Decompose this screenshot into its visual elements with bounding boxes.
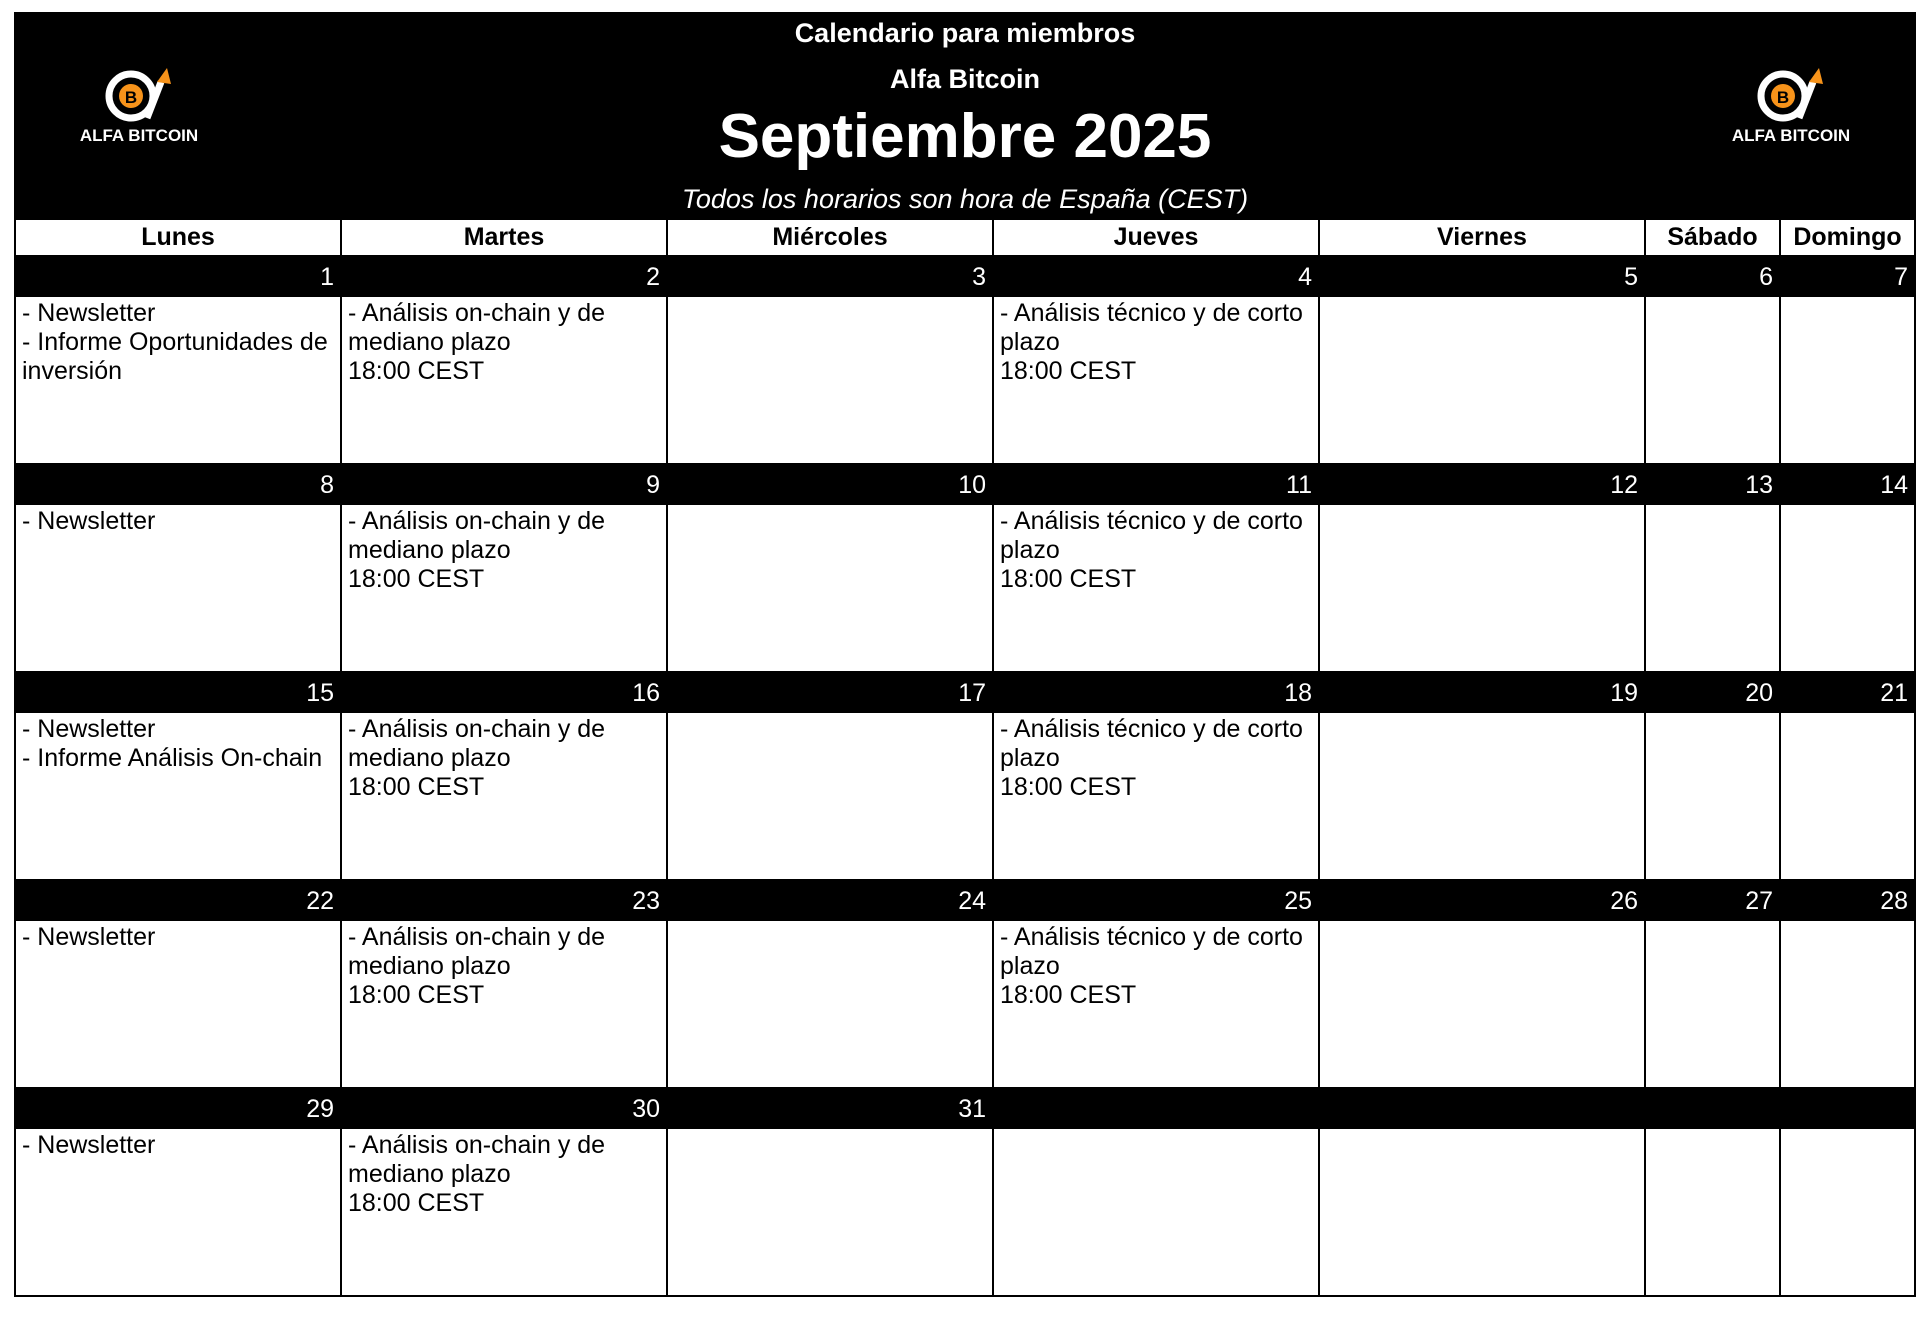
day-number: 29	[15, 1088, 341, 1129]
day-cell	[1780, 297, 1915, 464]
day-cell	[993, 921, 1319, 1088]
weekday-header: Domingo	[1780, 219, 1915, 256]
event-text: - Análisis técnico y de corto plazo	[1000, 299, 1303, 356]
day-cell	[1319, 297, 1645, 464]
event-text: 18:00 CEST	[348, 357, 485, 385]
day-number: 8	[15, 464, 341, 505]
weekday-header: Sábado	[1645, 219, 1780, 256]
day-number: 3	[667, 256, 993, 297]
svg-text:B: B	[1776, 88, 1790, 107]
alfa-bitcoin-logo-right	[1726, 64, 1856, 174]
event-text: - Análisis técnico y de corto plazo	[1000, 923, 1303, 980]
day-cell	[667, 921, 993, 1088]
calendar-subtitle: Calendario para miembros	[794, 18, 1136, 48]
day-cell	[15, 1129, 341, 1296]
event-text: - Análisis on-chain y de mediano plazo	[348, 1131, 606, 1188]
event-text: - Análisis on-chain y de mediano plazo	[348, 923, 606, 980]
day-number: 26	[1319, 880, 1645, 921]
day-number: 20	[1645, 672, 1780, 713]
day-number: 25	[993, 880, 1319, 921]
day-number: 10	[667, 464, 993, 505]
day-number: 4	[993, 256, 1319, 297]
day-cell	[993, 1129, 1319, 1296]
day-cell	[1780, 713, 1915, 880]
event-text: - Newsletter	[22, 923, 156, 951]
day-cell	[15, 921, 341, 1088]
day-number: 24	[667, 880, 993, 921]
day-cell	[1645, 297, 1780, 464]
event-text: - Newsletter	[22, 299, 156, 327]
day-number: 13	[1645, 464, 1780, 505]
day-number: 16	[341, 672, 667, 713]
weekday-header-row	[15, 219, 1915, 256]
event-text: 18:00 CEST	[348, 773, 485, 801]
day-cell	[15, 297, 341, 464]
day-cell	[1319, 921, 1645, 1088]
day-number-row	[15, 1088, 1915, 1129]
day-number: 14	[1780, 464, 1915, 505]
day-cell	[1645, 505, 1780, 672]
event-text: - Newsletter	[22, 507, 156, 535]
day-number: 7	[1780, 256, 1915, 297]
day-number: 30	[341, 1088, 667, 1129]
day-cell	[1780, 921, 1915, 1088]
day-cell	[15, 713, 341, 880]
event-text: 18:00 CEST	[348, 565, 485, 593]
event-text: - Newsletter	[22, 1131, 156, 1159]
event-text: - Newsletter	[22, 715, 156, 743]
event-text: 18:00 CEST	[348, 981, 485, 1009]
day-number-row	[15, 464, 1915, 505]
day-cell	[993, 505, 1319, 672]
day-cell	[1319, 1129, 1645, 1296]
event-text: - Informe Análisis On-chain	[22, 744, 323, 772]
svg-text:B: B	[124, 88, 138, 107]
day-cell	[667, 505, 993, 672]
day-cell	[1319, 505, 1645, 672]
month-title: Septiembre 2025	[718, 102, 1212, 171]
day-cell	[1319, 713, 1645, 880]
day-cell	[667, 297, 993, 464]
brand-name: Alfa Bitcoin	[889, 64, 1040, 94]
day-number: 19	[1319, 672, 1645, 713]
day-number: 31	[667, 1088, 993, 1129]
event-text: 18:00 CEST	[348, 1189, 485, 1217]
day-cell	[341, 1129, 667, 1296]
day-cell	[993, 297, 1319, 464]
weekday-header: Miércoles	[667, 219, 993, 256]
day-cell	[341, 921, 667, 1088]
day-number: 18	[993, 672, 1319, 713]
event-text: - Análisis on-chain y de mediano plazo	[348, 299, 606, 356]
weekday-header: Lunes	[15, 219, 341, 256]
day-number: 6	[1645, 256, 1780, 297]
day-number: 23	[341, 880, 667, 921]
calendar-sheet	[14, 12, 1916, 1297]
day-number	[1645, 1088, 1780, 1129]
day-number	[1319, 1088, 1645, 1129]
day-cell	[667, 1129, 993, 1296]
day-number	[1780, 1088, 1915, 1129]
day-content-row	[15, 505, 1915, 672]
weeks-body	[15, 256, 1915, 1296]
day-cell	[1645, 713, 1780, 880]
event-text: - Análisis técnico y de corto plazo	[1000, 715, 1303, 772]
day-number	[993, 1088, 1319, 1129]
event-text: - Análisis on-chain y de mediano plazo	[348, 715, 606, 772]
event-text: 18:00 CEST	[1000, 357, 1137, 385]
logo-text: ALFA BITCOIN	[1731, 126, 1851, 145]
day-cell	[1645, 1129, 1780, 1296]
day-content-row	[15, 297, 1915, 464]
alfa-bitcoin-logo-icon	[1753, 64, 1829, 124]
event-text: - Análisis on-chain y de mediano plazo	[348, 507, 606, 564]
day-number: 15	[15, 672, 341, 713]
weekday-header: Viernes	[1319, 219, 1645, 256]
day-number-row	[15, 880, 1915, 921]
timezone-note: Todos los horarios son hora de España (CEST)	[681, 184, 1249, 214]
calendar-header	[14, 12, 1916, 218]
day-number: 12	[1319, 464, 1645, 505]
calendar-grid	[14, 218, 1916, 1297]
event-text: 18:00 CEST	[1000, 773, 1137, 801]
day-cell	[341, 297, 667, 464]
weekday-header: Martes	[341, 219, 667, 256]
day-cell	[341, 505, 667, 672]
day-number: 9	[341, 464, 667, 505]
weekday-header: Jueves	[993, 219, 1319, 256]
day-content-row	[15, 1129, 1915, 1296]
event-text: 18:00 CEST	[1000, 981, 1137, 1009]
day-cell	[341, 713, 667, 880]
day-number: 27	[1645, 880, 1780, 921]
day-cell	[1780, 1129, 1915, 1296]
day-cell	[993, 713, 1319, 880]
day-number: 11	[993, 464, 1319, 505]
day-number: 21	[1780, 672, 1915, 713]
day-number: 22	[15, 880, 341, 921]
day-number: 1	[15, 256, 341, 297]
day-number: 17	[667, 672, 993, 713]
event-text: - Informe Oportunidades de inversión	[22, 328, 328, 385]
event-text: 18:00 CEST	[1000, 565, 1137, 593]
day-cell	[15, 505, 341, 672]
logo-text: ALFA BITCOIN	[79, 126, 199, 145]
day-number-row	[15, 256, 1915, 297]
day-cell	[667, 713, 993, 880]
day-content-row	[15, 921, 1915, 1088]
day-cell	[1780, 505, 1915, 672]
event-text: - Análisis técnico y de corto plazo	[1000, 507, 1303, 564]
day-cell	[1645, 921, 1780, 1088]
day-number-row	[15, 672, 1915, 713]
day-number: 5	[1319, 256, 1645, 297]
day-content-row	[15, 713, 1915, 880]
day-number: 2	[341, 256, 667, 297]
day-number: 28	[1780, 880, 1915, 921]
